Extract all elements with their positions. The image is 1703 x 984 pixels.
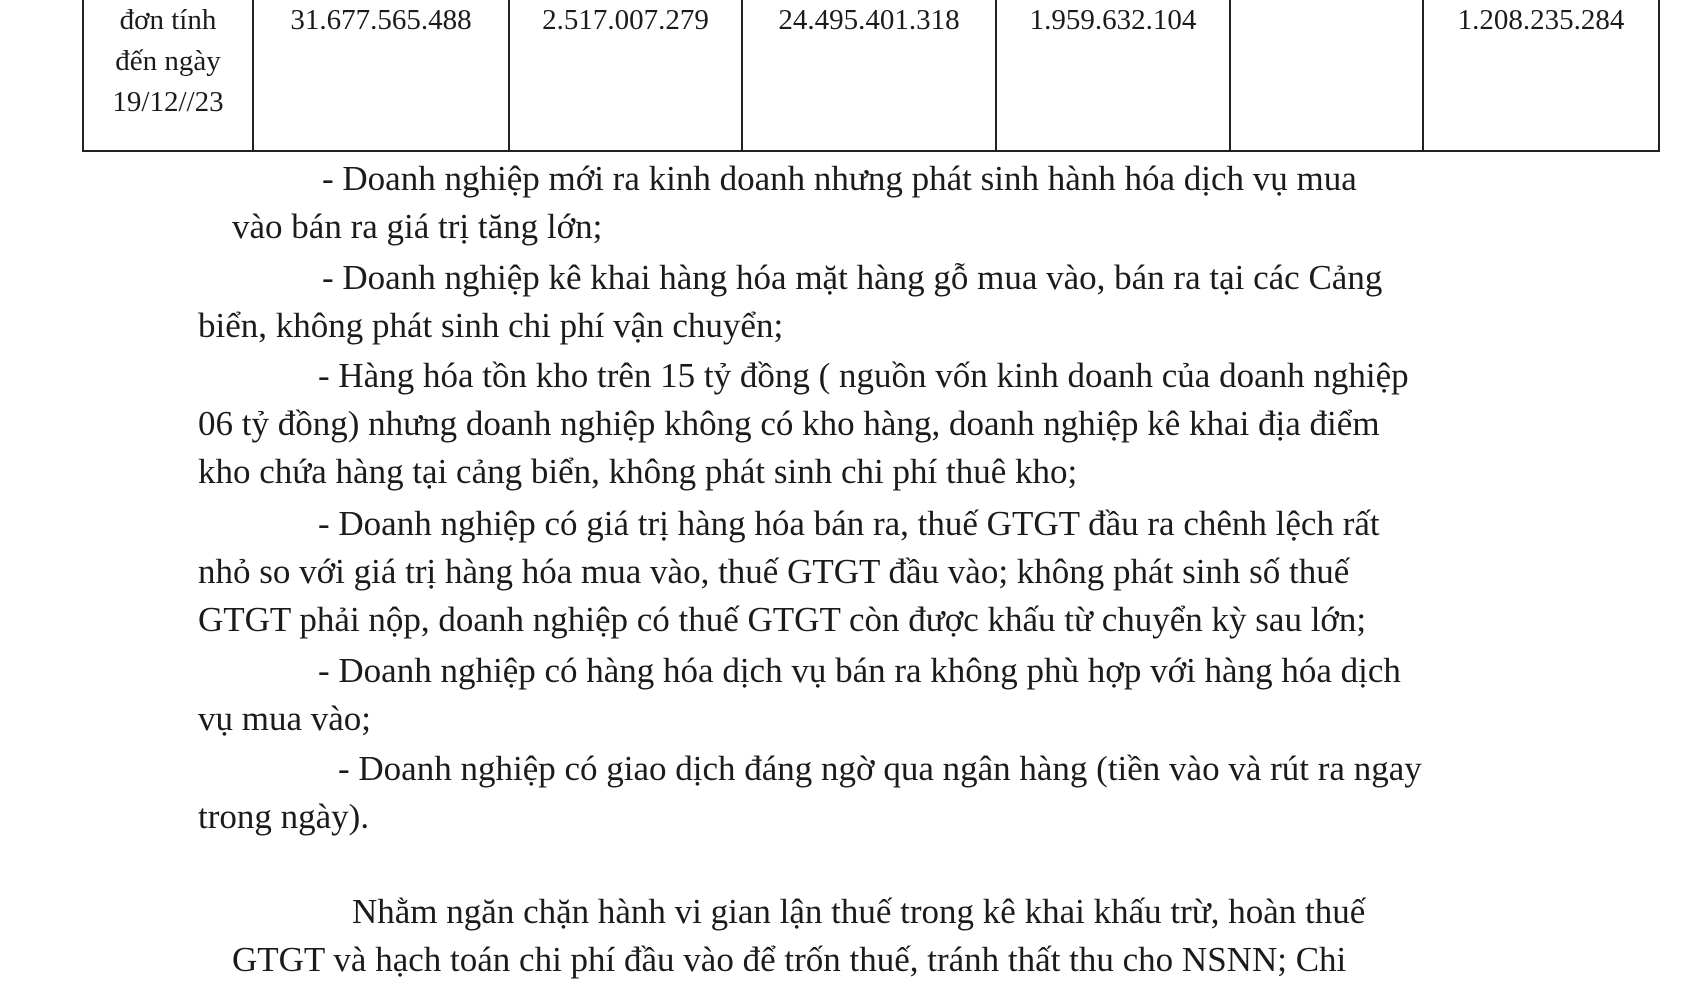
- text-line: - Hàng hóa tồn kho trên 15 tỷ đồng ( nguồn vốn kinh doanh của doanh nghiệp: [318, 356, 1409, 395]
- table-cell-line: đến ngày: [115, 45, 221, 77]
- text-line: - Doanh nghiệp kê khai hàng hóa mặt hàng gỗ mua vào, bán ra tại các Cảng: [322, 258, 1383, 297]
- bullet-paragraph: [0, 254, 1382, 350]
- table-cell-value: [1231, 0, 1424, 150]
- table-cell-line: đơn tính: [119, 4, 217, 36]
- table-cell-value: 1.959.632.104: [997, 0, 1231, 150]
- table-cell-value: 31.677.565.488: [254, 0, 510, 150]
- text-line: biển, không phát sinh chi phí vận chuyển;: [198, 306, 784, 345]
- table-cell-label: [84, 0, 254, 150]
- table-cell-value: 1.208.235.284: [1457, 4, 1625, 36]
- text-line: GTGT phải nộp, doanh nghiệp có thuế GTGT còn được khấu từ chuyển kỳ sau lớn;: [198, 600, 1367, 639]
- text-line: Nhằm ngăn chặn hành vi gian lận thuế trong kê khai khấu trừ, hoàn thuế: [352, 892, 1366, 931]
- table-cell-value: 2.517.007.279: [510, 0, 743, 150]
- text-line: - Doanh nghiệp có giá trị hàng hóa bán ra, thuế GTGT đầu ra chênh lệch rất: [318, 504, 1380, 543]
- table-cell-line: 19/12//23: [112, 86, 224, 118]
- text-line: kho chứa hàng tại cảng biển, không phát sinh chi phí thuê kho;: [198, 452, 1078, 491]
- table-cell-value: 24.495.401.318: [743, 0, 997, 150]
- text-line: 06 tỷ đồng) nhưng doanh nghiệp không có kho hàng, doanh nghiệp kê khai địa điểm: [198, 404, 1380, 443]
- text-line: - Doanh nghiệp mới ra kinh doanh nhưng phát sinh hành hóa dịch vụ mua: [322, 159, 1357, 198]
- bullet-paragraph: [0, 500, 1380, 644]
- text-line: - Doanh nghiệp có hàng hóa dịch vụ bán ra không phù hợp với hàng hóa dịch: [318, 651, 1401, 690]
- text-line: vào bán ra giá trị tăng lớn;: [232, 207, 603, 246]
- bullet-paragraph: [0, 647, 1401, 743]
- bullet-paragraph: [0, 155, 1357, 251]
- text-line: trong ngày).: [198, 797, 370, 836]
- body-paragraph: [0, 888, 1365, 984]
- text-line: nhỏ so với giá trị hàng hóa mua vào, thuế GTGT đầu vào; không phát sinh số thuế: [198, 552, 1350, 591]
- text-line: GTGT và hạch toán chi phí đầu vào để trốn thuế, tránh thất thu cho NSNN; Chi: [232, 940, 1347, 979]
- bullet-paragraph: [0, 745, 1422, 841]
- bullet-paragraph: [0, 352, 1409, 496]
- text-line: vụ mua vào;: [198, 699, 372, 738]
- text-line: - Doanh nghiệp có giao dịch đáng ngờ qua ngân hàng (tiền vào và rút ra ngay: [338, 749, 1422, 788]
- data-table-fragment: [82, 0, 1660, 152]
